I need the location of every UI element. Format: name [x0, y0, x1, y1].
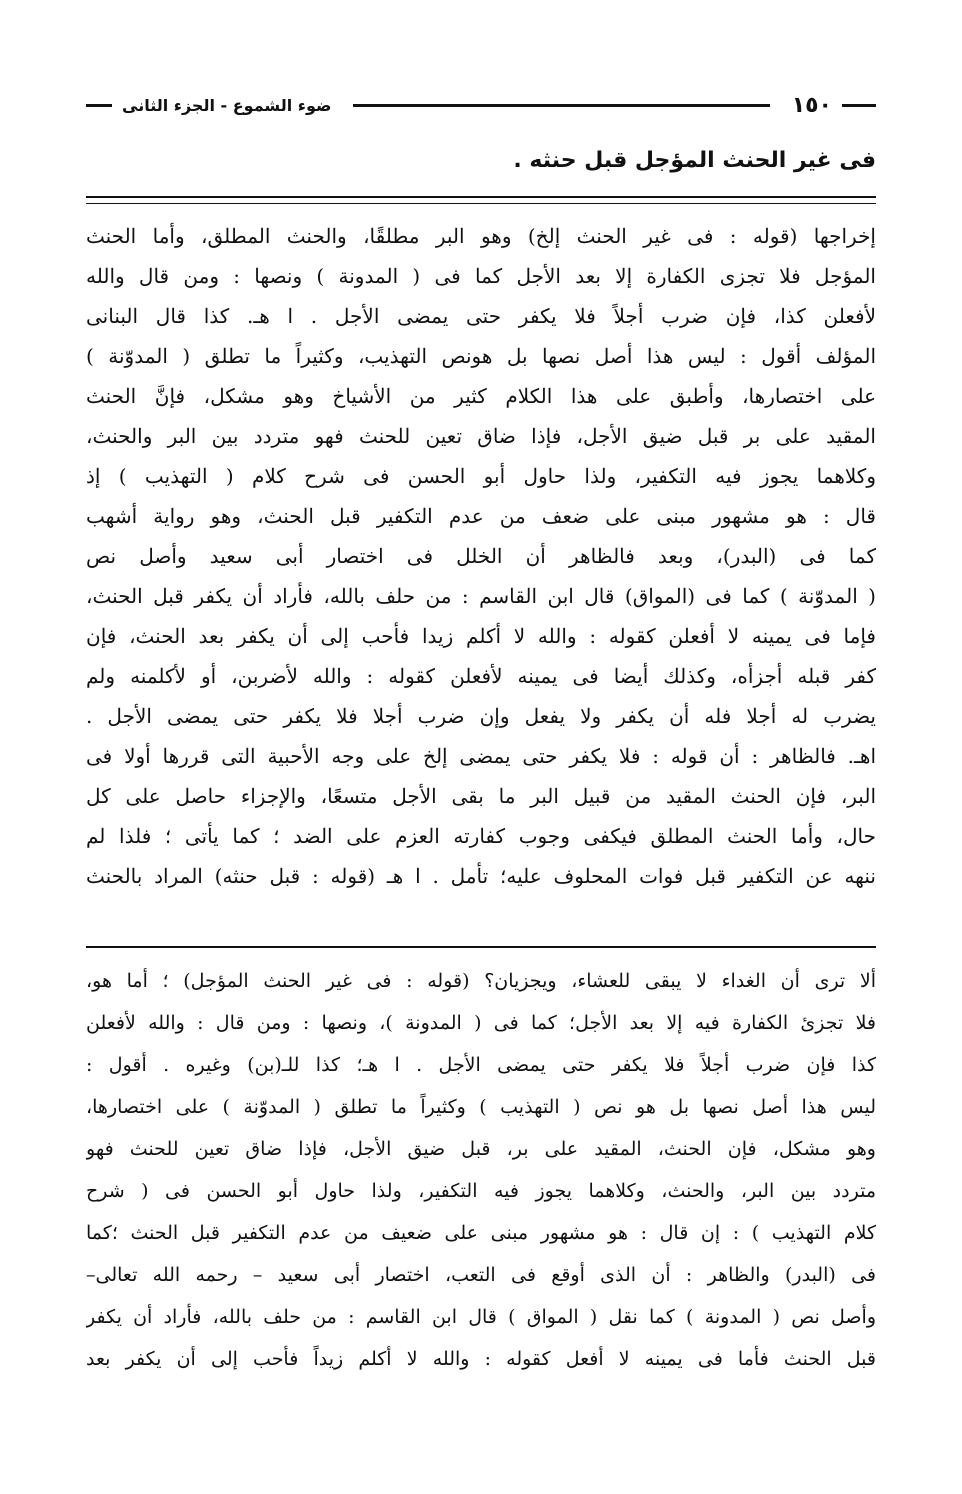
- commentary-line: كفر قبله أجزأه، وكذلك أيضا فى يمينه لأفعلن كقوله : والله لأضربن، أو لأكلمنه ولم: [86, 664, 876, 688]
- running-header: [86, 88, 876, 122]
- header-dash-left: [86, 104, 112, 107]
- commentary-line: كما فى (البدر)، وبعد فالظاهر أن الخلل فى اختصار أبى سعيد وأصل نص: [86, 544, 876, 568]
- page-number: ١٥٠: [791, 92, 832, 118]
- matn-text: فى غير الحنث المؤجل قبل حنثه .: [513, 148, 876, 173]
- book-title: ضوء الشموع - الجزء الثانى: [122, 95, 332, 115]
- commentary-line: كلام التهذيب ) : إن قال : هو مشهور مبنى على ضعيف من عدم التكفير قبل الحنث ؛كما: [86, 1222, 876, 1244]
- commentary-bottom: [86, 960, 876, 1380]
- commentary-line: وهو مشكل، فإن الحنث، المقيد على بر، قبل ضيق الأجل، فإذا ضاق تعين للحنث فهو: [86, 1138, 876, 1160]
- commentary-line: ليس هذا أصل نصها بل هو نص ( التهذيب ) وكثيراً ما تطلق ( المدوّنة ) على اختصارها،: [86, 1096, 876, 1118]
- commentary-line: فلا تجزئ الكفارة فيه إلا بعد الأجل؛ كما فى ( المدونة )، ونصها : ومن قال : والله لأفعلن: [86, 1012, 876, 1034]
- commentary-divider: [86, 946, 876, 948]
- commentary-line: ( المدوّنة ) كما فى (المواق) قال ابن القاسم : من حلف بالله، فأراد أن يكفر قبل الحنث،: [86, 584, 876, 608]
- commentary-line: اهـ. فالظاهر : أن قوله : فلا يكفر حتى يمضى إلخ على وجه الأحبية التى قررها أولا فى: [86, 744, 876, 768]
- header-rule: [353, 104, 769, 107]
- commentary-line: فإما فى يمينه لا أفعلن كقوله : والله لا أكلم زيدا فأحب إلى أن يكفر بعد الحنث، فإن: [86, 624, 876, 648]
- commentary-line: إخراجها (قوله : فى غير الحنث إلخ) وهو البر مطلقًا، والحنث المطلق، وأما الحنث: [86, 224, 876, 248]
- commentary-line: حال، وأما الحنث المطلق فيكفى وجوب كفارته العزم على الضد ؛ كما يأتى ؛ فلذا لم: [86, 824, 876, 848]
- commentary-line: متردد بين البر، والحنث، وكلاهما يجوز فيه التكفير، ولذا حاول أبو الحسن فى ( شرح: [86, 1180, 876, 1202]
- commentary-line: قبل الحنث فأما فى يمينه لا أفعل كقوله : والله لا أكلم زيداً فأحب إلى أن يكفر بعد: [86, 1348, 876, 1370]
- commentary-line: لأفعلن كذا، فإن ضرب أجلاً فلا يكفر حتى يمضى الأجل . ا هـ. كذا قال البنانى: [86, 304, 876, 328]
- commentary-line: يضرب له أجلا فله أن يكفر ولا يفعل وإن ضرب أجلا فلا يكفر حتى يمضى الأجل .: [86, 704, 876, 728]
- commentary-line: وكلاهما يجوز فيه التكفير، ولذا حاول أبو الحسن فى شرح كلام ( التهذيب ) إذ: [86, 464, 876, 488]
- commentary-line: ننهه عن التكفير قبل فوات المحلوف عليه؛ تأمل . ا هـ (قوله : قبل حنثه) المراد بالحنث: [86, 864, 876, 888]
- commentary-line: ألا ترى أن الغداء لا يبقى للعشاء، ويجزيان؟ (قوله : فى غير الحنث المؤجل) ؛ أما هو،: [86, 970, 876, 992]
- commentary-line: وأصل نص ( المدونة ) كما نقل ( المواق ) قال ابن القاسم : من حلف بالله، فأراد أن يكفر: [86, 1306, 876, 1328]
- matn-divider: [86, 196, 876, 204]
- commentary-line: قال : هو مشهور مبنى على ضعف من عدم التكفير قبل الحنث، وهو رواية أشهب: [86, 504, 876, 528]
- commentary-line: كذا فإن ضرب أجلاً فلا يكفر حتى يمضى الأجل . ا هـ؛ كذا للـ(بن) وغيره . أقول :: [86, 1054, 876, 1076]
- commentary-top: [86, 216, 876, 896]
- commentary-line: البر، فإن الحنث المقيد من قبيل البر ما بقى الأجل متسعًا، والإجزاء حاصل على كل: [86, 784, 876, 808]
- commentary-line: فى (البدر) والظاهر : أن الذى أوقع فى التعب، اختصار أبى سعيد – رحمه الله تعالى–: [86, 1264, 876, 1286]
- commentary-line: على اختصارها، وأطبق على هذا الكلام كثير من الأشياخ وهو مشكل، فإنَّ الحنث: [86, 384, 876, 408]
- commentary-line: المؤلف أقول : ليس هذا أصل نصها بل هونص التهذيب، وكثيراً ما تطلق ( المدوّنة ): [86, 344, 876, 368]
- header-dash-right: [842, 104, 876, 107]
- commentary-line: المقيد على بر قبل ضيق الأجل، فإذا ضاق تعين للحنث فهو متردد بين البر والحنث،: [86, 424, 876, 448]
- commentary-line: المؤجل فلا تجزى الكفارة إلا بعد الأجل كما فى ( المدونة ) ونصها : ومن قال والله: [86, 264, 876, 288]
